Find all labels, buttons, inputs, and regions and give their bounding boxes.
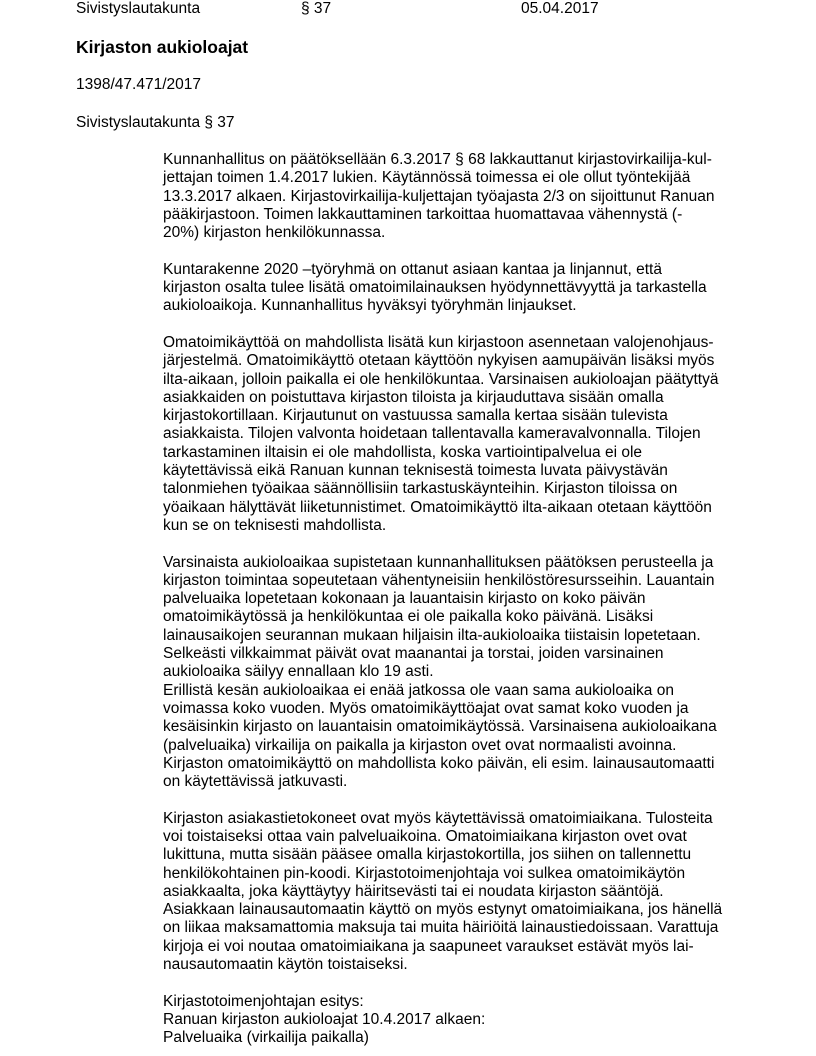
text-line: käytettävissä eikä Ranuan kunnan teknisestä toimesta luvata päivystävän xyxy=(163,462,668,480)
header-section: § 37 xyxy=(301,0,332,17)
text-line: voimassa koko vuoden. Myös omatoimikäyttöajat ovat samat koko vuoden ja xyxy=(163,699,689,717)
text-line: pääkirjastoon. Toimen lakkauttaminen tarkoittaa huomattavaa vähennystä (- xyxy=(163,205,683,223)
text-line: Kunnanhallitus on päätöksellään 6.3.2017 § 68 lakkauttanut kirjastovirkailija-kul- xyxy=(163,151,712,168)
text-line: asiakkaalta, joka käyttäytyy häiritsevästi tai ei noudata kirjaston sääntöjä. xyxy=(163,882,664,900)
text-line: Kirjastotoimenjohtajan esitys: xyxy=(163,992,364,1010)
text-line: tarkastaminen iltaisin ei ole mahdollista, koska vartiointipalvelua ei ole xyxy=(163,443,643,461)
body-paragraph xyxy=(163,810,743,975)
text-line: aukioloaika säilyy ennallaan klo 19 asti. xyxy=(163,663,434,681)
text-line: lukittuna, mutta sisään pääsee omalla kirjastokortilla, jos siihen on tallennettu xyxy=(163,846,692,864)
text-line: Palveluaika (virkailija paikalla) xyxy=(163,1029,369,1047)
text-line: 20%) kirjaston henkilökunnassa. xyxy=(163,224,386,242)
text-line: ilta-aikaan, jolloin paikalla ei ole henkilökuntaa. Varsinaisen aukioloajan päätyttyä xyxy=(163,370,719,388)
text-line: kesäisinkin kirjasto on lauantaisin omatoimikäytössä. Varsinaisena aukioloaikana xyxy=(163,718,717,736)
text-line: aukioloaikoja. Kunnanhallitus hyväksyi työryhmän linjaukset. xyxy=(163,297,577,315)
text-line: talonmiehen työaikaa säännöllisiin tarkastuskäynteihin. Kirjaston tiloissa on xyxy=(163,480,678,498)
text-line: kirjastokortillaan. Kirjautunut on vastuussa samalla kertaa sisään tulevista xyxy=(163,407,668,425)
text-line: kirjaston toimintaa sopeutetaan vähentyneisiin henkilöstöresursseihin. Lauantain xyxy=(163,571,715,589)
text-line: jettajan toimen 1.4.2017 lukien. Käytännössä toimessa ei ole ollut työntekijää xyxy=(163,169,691,187)
body-paragraph xyxy=(163,554,743,792)
body-paragraph xyxy=(163,261,743,316)
text-line: Kuntarakenne 2020 –työryhmä on ottanut asiaan kantaa ja linjannut, että xyxy=(163,260,662,278)
record-number: 1398/47.471/2017 xyxy=(76,76,201,93)
text-line: kirjaston osalta tulee lisätä omatoimilainauksen hyödynnettävyyttä ja tarkastella xyxy=(163,279,707,297)
text-line: asiakkaista. Tilojen valvonta hoidetaan tallentavalla kameravalvonnalla. Tilojen xyxy=(163,425,701,443)
text-line: Kirjaston omatoimikäyttö on mahdollista koko päivän, eli esim. lainausautomaatti xyxy=(163,754,715,772)
text-line: Asiakkaan lainausautomaatin käyttö on myös estynyt omatoimiaikana, jos hänellä xyxy=(163,901,723,919)
body-paragraph xyxy=(163,993,743,1048)
text-line: on liikaa maksamattomia maksuja tai muita häiriöitä lainaustiedoissaan. Varattuja xyxy=(163,919,719,937)
text-line: 13.3.2017 alkaen. Kirjastovirkailija-kuljettajan työajasta 2/3 on sijoittunut Ranuan xyxy=(163,187,715,205)
text-line: henkilökohtainen pin-koodi. Kirjastotoimenjohtaja voi sulkea omatoimikäytön xyxy=(163,864,686,882)
text-line: (palveluaika) virkailija on paikalla ja kirjaston ovet ovat normaalisti avoinna. xyxy=(163,736,677,754)
header-date: 05.04.2017 xyxy=(521,0,599,17)
text-line: asiakkaiden on poistuttava kirjaston tiloista ja kirjauduttava sisään omalla xyxy=(163,388,664,406)
body-paragraph xyxy=(163,151,743,242)
text-line: kun se on teknisesti mahdollista. xyxy=(163,516,387,534)
text-line: järjestelmä. Omatoimikäyttö otetaan käyttöön nykyisen aamupäivän lisäksi myös xyxy=(163,352,715,370)
text-line: voi toistaiseksi ottaa vain palveluaikoina. Omatoimiaikana kirjaston ovet ovat xyxy=(163,827,687,845)
meeting-reference: Sivistyslautakunta § 37 xyxy=(76,114,235,131)
page-title: Kirjaston aukioloajat xyxy=(76,37,249,57)
document-body xyxy=(163,151,743,1048)
text-line: on käytettävissä jatkuvasti. xyxy=(163,773,348,791)
body-paragraph xyxy=(163,334,743,535)
text-line: Kirjaston asiakastietokoneet ovat myös käytettävissä omatoimiaikana. Tulosteita xyxy=(163,809,713,827)
text-line: Erillistä kesän aukioloaikaa ei enää jatkossa ole vaan sama aukioloaika on xyxy=(163,681,674,699)
text-line: nausautomaatin käytön toistaiseksi. xyxy=(163,956,408,974)
text-line: Varsinaista aukioloaikaa supistetaan kunnanhallituksen päätöksen perusteella ja xyxy=(163,553,714,571)
header-body-name: Sivistyslautakunta xyxy=(76,0,201,17)
text-line: Selkeästi vilkkaimmat päivät ovat maanantai ja torstai, joiden varsinainen xyxy=(163,645,664,663)
text-line: kirjoja ei voi noutaa omatoimiaikana ja saapuneet varaukset estävät myös lai- xyxy=(163,937,694,955)
text-line: palveluaika lopetetaan kokonaan ja lauantaisin kirjasto on koko päivän xyxy=(163,590,646,608)
text-line: omatoimikäytössä ja henkilökuntaa ei ole paikalla koko päivänä. Lisäksi xyxy=(163,608,654,626)
text-line: Ranuan kirjaston aukioloajat 10.4.2017 alkaen: xyxy=(163,1010,486,1028)
text-line: Omatoimikäyttöä on mahdollista lisätä kun kirjastoon asennetaan valojenohjaus- xyxy=(163,333,714,351)
text-line: yöaikaan hälyttävät liiketunnistimet. Omatoimikäyttö ilta-aikaan otetaan käyttöön xyxy=(163,498,712,516)
text-line: lainausaikojen seurannan mukaan hiljaisin ilta-aukioloaika tiistaisin lopetetaan. xyxy=(163,626,701,644)
